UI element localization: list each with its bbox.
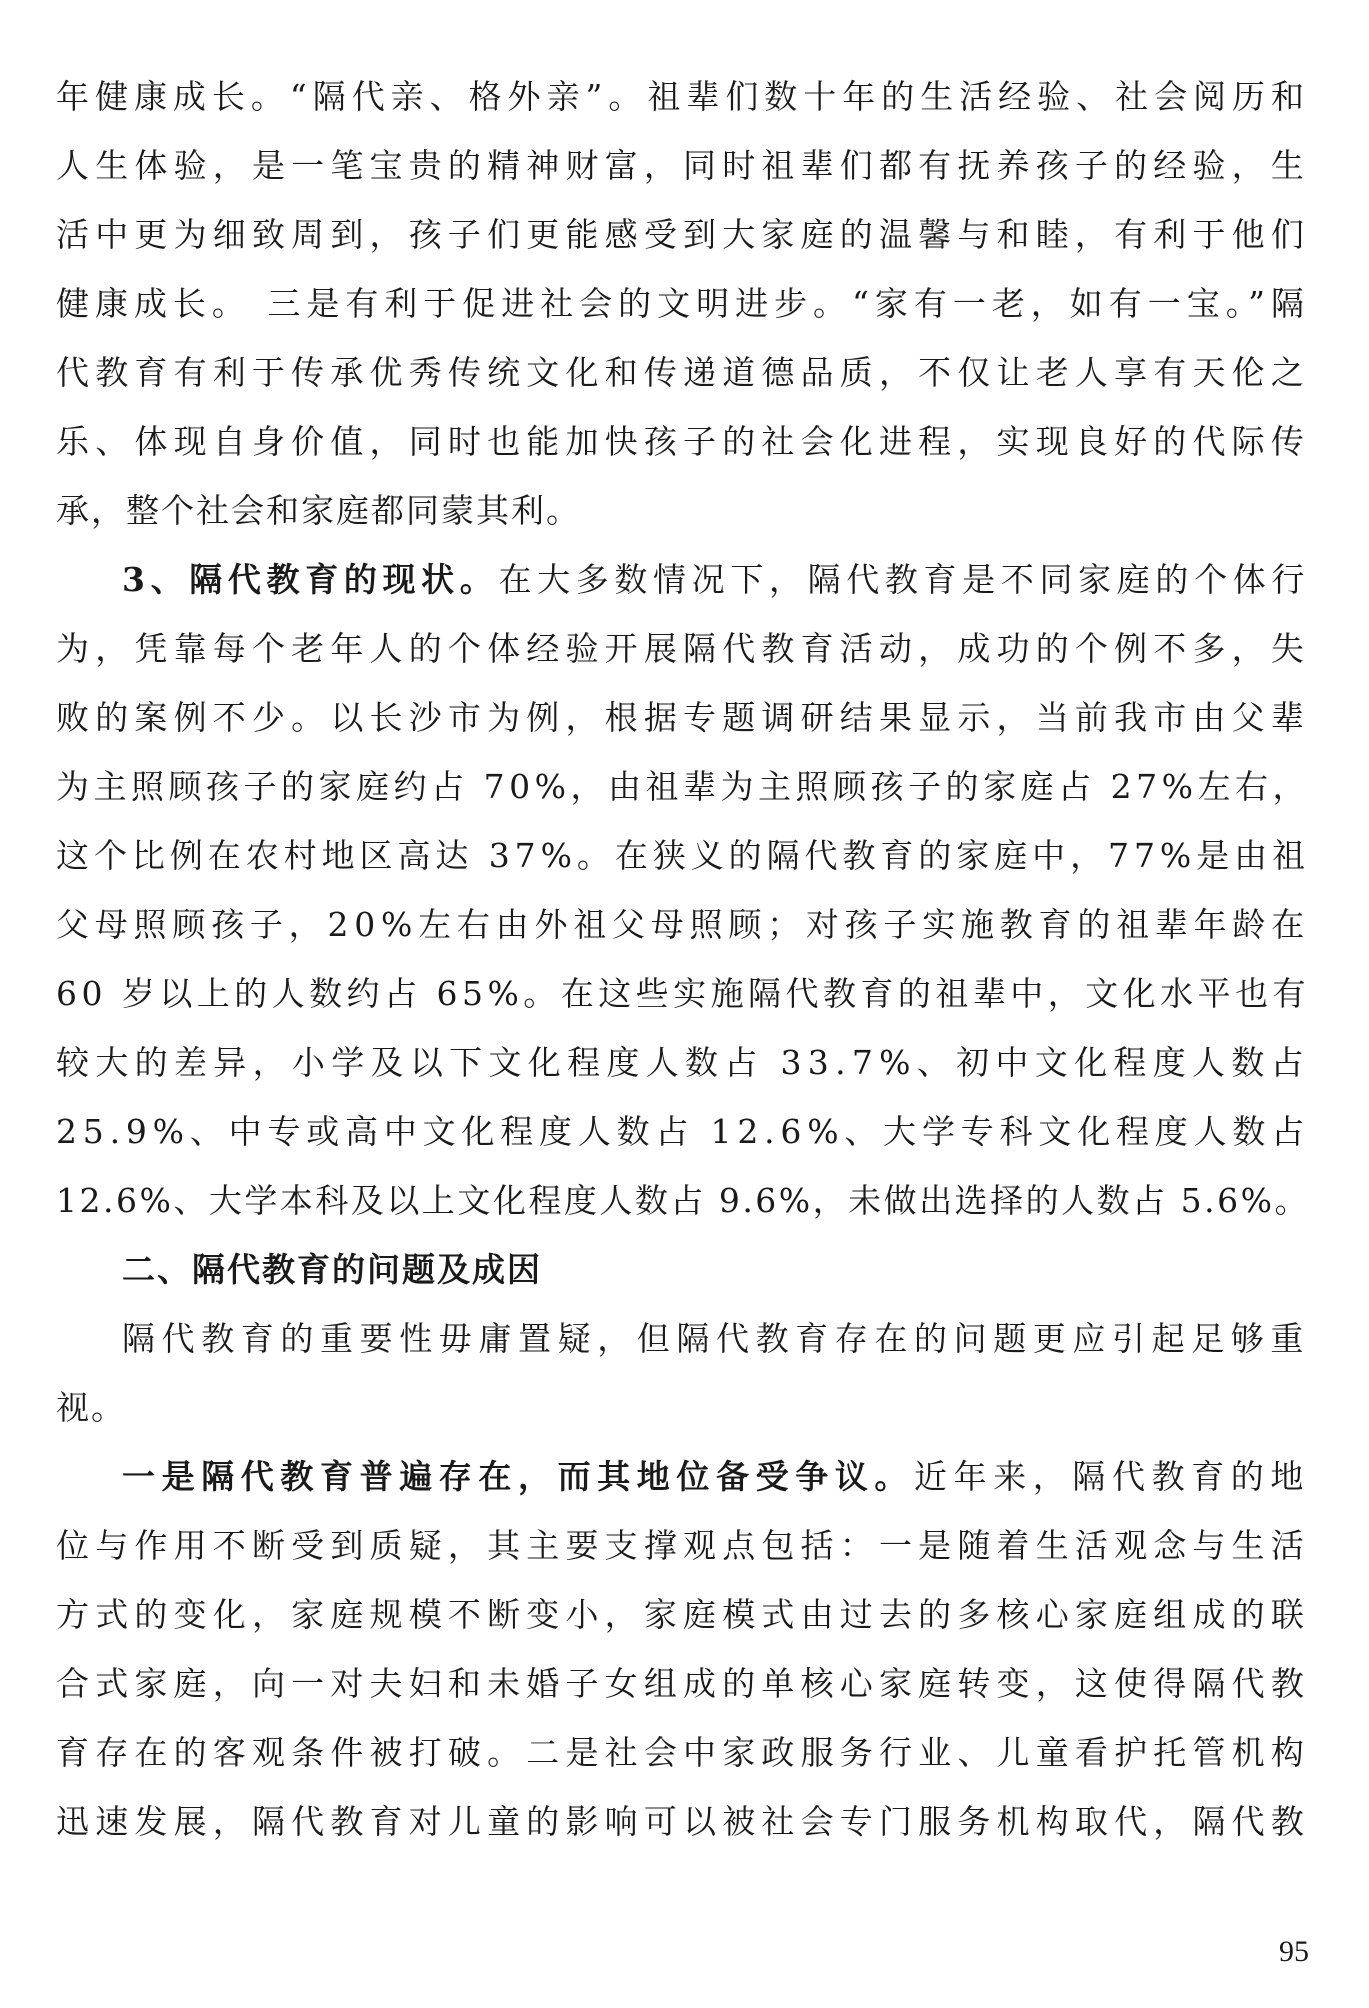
line-text: 为主照顾孩子的家庭约占 70%，由祖辈为主照顾孩子的家庭占 27%左右， [56, 767, 1310, 806]
line-text: 迅速发展，隔代教育对儿童的影响可以被社会专门服务机构取代，隔代教 [56, 1802, 1310, 1841]
section-lead-bold: 一是隔代教育普遍存在，而其地位备受争议。 [122, 1457, 914, 1496]
line-text: 健康成长。 三是有利于促进社会的文明进步。“家有一老，如有一宝。”隔 [56, 284, 1310, 323]
body-text [56, 62, 1310, 1856]
text-line [56, 1442, 1310, 1511]
section-heading [56, 1235, 1310, 1304]
text-line [56, 338, 1310, 407]
text-line [56, 1373, 1310, 1442]
text-line [56, 890, 1310, 959]
line-text: 承，整个社会和家庭都同蒙其利。 [56, 491, 581, 530]
text-line [56, 1649, 1310, 1718]
line-text: 隔代教育的重要性毋庸置疑，但隔代教育存在的问题更应引起足够重 [122, 1319, 1310, 1358]
text-line [56, 1718, 1310, 1787]
text-line [56, 476, 1310, 545]
line-text: 较大的差异，小学及以下文化程度人数占 33.7%、初中文化程度人数占 [56, 1043, 1310, 1082]
page-number: 95 [1279, 1935, 1309, 1968]
text-line [56, 200, 1310, 269]
line-text: 位与作用不断受到质疑，其主要支撑观点包括：一是随着生活观念与生活 [56, 1526, 1310, 1565]
line-text: 在大多数情况下，隔代教育是不同家庭的个体行 [498, 560, 1311, 599]
heading-text: 二、隔代教育的问题及成因 [122, 1250, 542, 1289]
text-line [56, 1304, 1310, 1373]
line-text: 败的案例不少。以长沙市为例，根据专题调研结果显示，当前我市由父辈 [56, 698, 1310, 737]
line-text: 合式家庭，向一对夫妇和未婚子女组成的单核心家庭转变，这使得隔代教 [56, 1664, 1310, 1703]
text-line [56, 752, 1310, 821]
line-text: 60 岁以上的人数约占 65%。在这些实施隔代教育的祖辈中，文化水平也有 [56, 974, 1310, 1013]
text-line [56, 1580, 1310, 1649]
text-line [56, 545, 1310, 614]
text-line [56, 1787, 1310, 1856]
line-text: 乐、体现自身价值，同时也能加快孩子的社会化进程，实现良好的代际传 [56, 422, 1310, 461]
text-line [56, 821, 1310, 890]
line-text: 活中更为细致周到，孩子们更能感受到大家庭的温馨与和睦，有利于他们 [56, 215, 1310, 254]
text-line [56, 269, 1310, 338]
text-line [56, 1166, 1310, 1235]
text-line [56, 1511, 1310, 1580]
text-line [56, 407, 1310, 476]
line-text: 12.6%、大学本科及以上文化程度人数占 9.6%，未做出选择的人数占 5.6%。 [56, 1181, 1310, 1220]
line-text: 育存在的客观条件被打破。二是社会中家政服务行业、儿童看护托管机构 [56, 1733, 1310, 1772]
line-text: 25.9%、中专或高中文化程度人数占 12.6%、大学专科文化程度人数占 [56, 1112, 1310, 1151]
text-line [56, 1097, 1310, 1166]
text-line [56, 62, 1310, 131]
line-text: 父母照顾孩子，20%左右由外祖父母照顾；对孩子实施教育的祖辈年龄在 [56, 905, 1310, 944]
line-text: 近年来，隔代教育的地 [914, 1457, 1310, 1496]
line-text: 视。 [56, 1388, 126, 1427]
line-text: 代教育有利于传承优秀传统文化和传递道德品质，不仅让老人享有天伦之 [56, 353, 1310, 392]
line-text: 年健康成长。“隔代亲、格外亲”。祖辈们数十年的生活经验、社会阅历和 [56, 77, 1310, 116]
line-text: 这个比例在农村地区高达 37%。在狭义的隔代教育的家庭中，77%是由祖 [56, 836, 1310, 875]
section-lead-bold: 3、隔代教育的现状。 [122, 560, 499, 599]
line-text: 方式的变化，家庭规模不断变小，家庭模式由过去的多核心家庭组成的联 [56, 1595, 1310, 1634]
text-line [56, 683, 1310, 752]
line-text: 人生体验，是一笔宝贵的精神财富，同时祖辈们都有抚养孩子的经验，生 [56, 146, 1310, 185]
text-line [56, 614, 1310, 683]
text-line [56, 131, 1310, 200]
line-text: 为，凭靠每个老年人的个体经验开展隔代教育活动，成功的个例不多，失 [56, 629, 1310, 668]
text-line [56, 1028, 1310, 1097]
text-line [56, 959, 1310, 1028]
